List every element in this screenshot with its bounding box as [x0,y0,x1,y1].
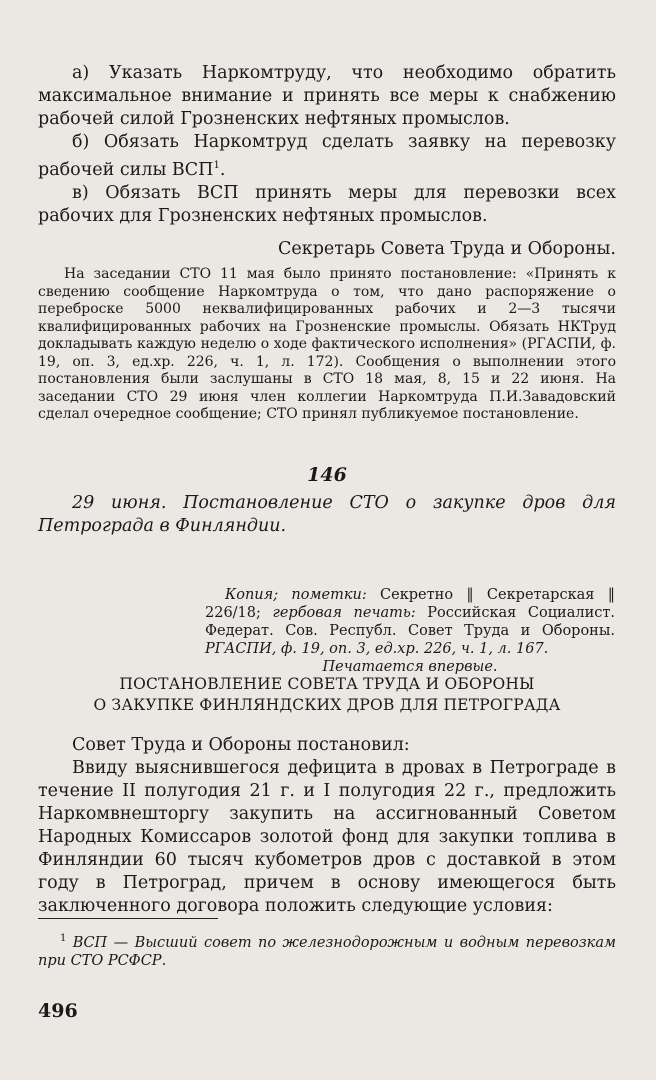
source-marks: Секретно ‖ Секретарская ‖ 226/18; [205,587,616,621]
source-description [205,586,615,658]
published-note: Печатается впервые. [322,659,498,675]
paragraph-v: в) Обязать ВСП принять меры для перевозки всех рабочих для Грозненских нефтяных промыслов. [38,182,616,226]
source-seal-label: гербовая печать: [272,605,416,621]
paragraph-a: а) Указать Наркомтруду, что необходимо обратить максимальное внимание и принять все меры к снабжению рабочей силой Грозненских нефтяных промыслов. [38,63,616,129]
footnote-divider [38,918,218,919]
paragraph-b [38,131,616,182]
paragraph-b-end: . [219,159,226,180]
note-text: На заседании СТО 11 мая было принято постановление: «Принять к сведению сообщение Наркомтруда о том, что дано распоряжение о переброске 5000 неквалифицированных рабочих и 2—3 тысячи квалифицированных рабочих на Грозненские промыслы. Обязать НКТруд докладывать каждую неделю о ходе фактического исполнения» (РГАСПИ, ф. 19, оп. 3, ед.хр. 226, ч. 1, л. 172). Сообщения о выполнении этого постановления были заслушаны в СТО 18 мая, 8, 15 и 22 июня. На заседании СТО 29 июня член коллегии Наркомтруда П.И.Завадовский сделал очередное сообщение; СТО принял публикуемое постановление. [38,266,616,422]
heading-line-2: О ЗАКУПКЕ ФИНЛЯНДСКИХ ДРОВ ДЛЯ ПЕТРОГРАДА [93,696,561,714]
footnote [38,930,616,970]
document-number: 146 [307,464,347,486]
paragraph-b-text: б) Обязать Наркомтруд сделать заявку на перевозку рабочей силы ВСП [38,132,616,180]
resolved-line: Совет Труда и Обороны постановил: [72,735,410,755]
footnote-text: ВСП — Высший совет по железнодорожным и водным перевозкам при СТО РСФСР. [38,934,616,969]
source-archive: РГАСПИ, ф. 19, оп. 3, ед.хр. 226, ч. 1, л. 167. [205,641,549,657]
footnote-mark: 1 [60,933,67,944]
editorial-note [38,266,616,424]
page-number: 496 [38,1000,78,1022]
source-seal-text: Российская Социалист. Федерат. Сов. Республ. Совет Труда и Обороны. [205,605,615,639]
document-header [38,464,616,538]
source-block [205,586,615,676]
resolution-text: Ввиду выяснившегося дефицита в дровах в Петрограде в течение II полугодия 21 г. и I полугодия 22 г., предложить Наркомвнешторгу закупить на ассигнованный Советом Народных Комиссаров золотой фонд для закупки топлива в Финляндии 60 тысяч кубометров дров с доставкой в этом году в Петроград, причем в основу имеющегося быть заключенного договора положить следующие условия: [38,758,616,916]
source-copy-label: Копия; пометки: [225,587,367,603]
heading-line-1: ПОСТАНОВЛЕНИЕ СОВЕТА ТРУДА И ОБОРОНЫ [119,675,535,693]
footnote-reference: 1 [213,160,220,171]
signature-line: Секретарь Совета Труда и Обороны. [278,238,616,259]
top-paragraphs [38,62,616,261]
resolution-heading [38,674,616,716]
resolution-body [38,734,616,918]
document-title: 29 июня. Постановление СТО о закупке дров для Петрограда в Финляндии. [38,493,616,536]
